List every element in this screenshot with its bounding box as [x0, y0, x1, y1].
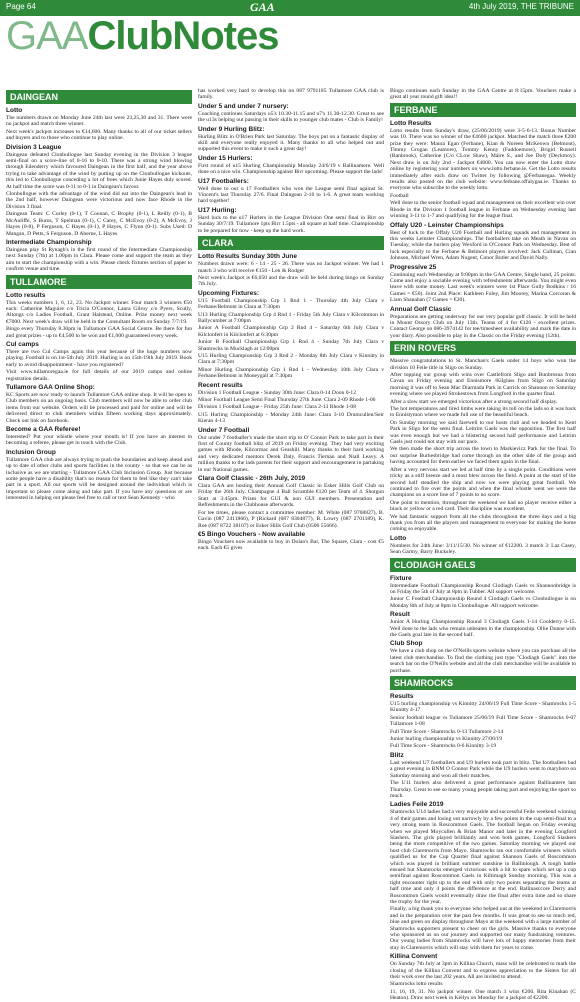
paragraph: The hot temperatures and tired limbs were taking its toll on the lads so it was back to Ennistymon where we made full use of the beautiful beach.: [390, 406, 576, 419]
section-heading: €5 Bingo Vouchers - Now available: [198, 530, 306, 538]
paragraph: Interested? Put your whistle where your mouth is! If you have an interest in becoming a referee, please get in touch with the Club.: [6, 434, 192, 447]
paragraph: U15 hurling championship vs Kinnitty 24/06/19 Full Time Score - Shamrocks 1-5 Kinnitty 4-17: [390, 701, 576, 714]
issue-date: 4th July 2019, THE TRIBUNE: [468, 2, 574, 11]
paragraph: This weeks numbers 1, 6, 12, 23. No Jackpot winner. Four match 3 winners €50 each: Catherine Maguire c/o Tricia O'Connor, Laura Gilroy c/o Pyers, Scully, Altongs c/o Ladies Football, Grant Halstead, Online. Prize money next week €7000. Next week's draw will be held in the Consultant Room on Sunday 7/7/19.: [6, 299, 192, 325]
section-heading: Inclusion Group: [6, 448, 56, 456]
paragraph: Daingean play St Rynagh's in the first round of the Intermediate Championship next Sunday (7th) at 1.00pm in Clara. Please come and support the team as they aim to start the championship with a win. Please check fixtures section of paper to confirm venue and time.: [6, 246, 192, 273]
club-heading: DAINGEAN: [6, 90, 192, 104]
masthead: [6, 14, 278, 59]
paragraph: After a very nervous start we led at half time by a single point. Conditions were tricky as a stiff breeze and a most blew across the field. A point at the start of the second half steadied the ship and now we were playing great football. We continued to fire over the points and when the final whistle went we were the champions on a score line of 7 points to no score.: [390, 466, 576, 499]
paragraph: On Sunday 7th July at 3pm in Killina Church, mass will be celebrated to mark the closing of the Killina Convent and to express appreciation to the Sisters for all their work over the last 202 years. All are invited to attend.: [390, 961, 576, 981]
section-heading: Under 7 Football: [198, 426, 250, 434]
paragraph: Full Time Score - Shamrocks 0-6 Kinnitty 3-19: [390, 743, 497, 750]
paragraph: First round of u15 Hurling Championship Monday 24/6/19 v Ballinamere. Well done on a nice win. Championship against Birr upcoming. Please support the lads!: [198, 162, 384, 176]
paragraph: U15 Hurling Championship Grp 3 Rnd 2 - Monday 8th July Clara v Kinnitty in Clara at 7:30pm: [198, 352, 384, 366]
paragraph: Lotto results from Sunday's draw, (25/06/2019) were 3-5-6-13. Bonus Number was 10. There was no winner of the €4600 jackpot. Matched the match three €200 prize they were: Maura Egan (Ferbane), Kian & Noreen McKeown (Belmont), Timmy Grogan (Leamore), Tommy Kenny (Faddoemore), Brigid Russell (Banbrook), Catherine (C/o CLow Shaw), Máire S., and Joe Doly (Deckmoy). Next draw is on July 2nd - Jackpot €4800. You can now enter the Lotto draw online by registering your numbers on www.lotto.ferbane.ie. Get the Lotto results immediately after each draw on Twitter by following @Ferbanegaa. Weekly results also posted on the club website: www.ferbane.offalygaa.ie. Thanks to everyone who subscribe to the weekly lotto.: [390, 127, 576, 192]
paragraph: Last weekend U7 footballers and U9 hurlers took part in blitz. The footballers had a great evening in BNM O Connor Park while the U9 hurlers went to maryboro on Saturday morning and won all their matches.: [390, 759, 576, 779]
paragraph: Shamrocks U14 ladies had a very enjoyable and successful Feile weekend winning 4 of their games and losing out narrowly by a few points in the cup semi-final to a very strong team in Roscommon Gaels. The football began on Friday evening when we played Moycullen & Brian Manor and later in the evening Longford Slashers. The girls played brilliantly and won both games, Longford Slashers being the more competitive of the two games. Saturday morning we played our host club Claremorris from Mayo. Shamrocks ran out comfortable winners which qualified us for the Cup Quarter final against Shannon Gaels of Roscommon which was played in brilliant summer sunshine in Ballinlough. A tough battle ensued but Shamrocks emerged victorious with a hit to spare which set up a cup semifinal against Roscommon Gaels in Kiltimagh Sunday morning. This was a tight encounter right up to the end with only two points separating the teams at half time and only 4 points the difference at the end. Ballinasccore Derry and Roscommon Gaels would eventually draw the final after extra time and so share the trophy for the year.: [390, 809, 576, 905]
paragraph: Hurling Blitz in O'Brien Park last Saturday. The boys put on a fantastic display of skill and everyone really enjoyed it. Many thanks to all who helped out and supported this event to make it such a great day!: [198, 133, 384, 153]
page-number: Page 64: [6, 2, 36, 11]
paragraph: Coaching continues Saturdays u5's 10.30-11.15 and u7's 11.30-12.30. Great to see the u13s helping out passing in their skills to younger club mates - Club is Family!: [198, 110, 384, 124]
club-heading: ERIN ROVERS: [390, 341, 576, 355]
paragraph: Continuing each Wednesday at 9:00pm in the GAA Centre, Single hand, 25 points. Come and enjoy a sociable evening with refreshments afterwards. You might even leave with some money. Last week's winners were 1st Place Gully Bodkins / 16 Games = €50). Joint 2nd Place: Kathleen Foley, Jim Moorey, Marina Corcoran & Liam Shanahan (7 Games = €20).: [390, 271, 576, 304]
section-heading: Fixture: [390, 574, 412, 582]
masthead-part1: GAA: [6, 14, 88, 58]
paragraph: For tee times, please contact a committee member: M. White (087 9768827), B. Gavin (087 2411866), P (Rickard (087 8304877), B. Lowry (087 2701189), K. Roe (087 8722 38107) or Esker Hills Golf Club (0506 55666).: [198, 509, 384, 529]
paragraph: Bingo every Thursday 8.30pm in Tullamore GAA Social Centre. Be there for fun and great prizes - up to €4,500 to be won and €1,000 guaranteed every week.: [6, 326, 192, 339]
section-heading: Annual Golf Classic: [390, 305, 452, 313]
paragraph: After topping our group with wins over Castlefrom Sligo and Bunbrosna from Cavan on Friday evening and Ennismore /Kilglass from Sligo on Saturday morning it was off to Sean Mac Diarmada Park in Carrick on Shannon on Saturday evening where we played Strokestown from Longford in the quarter final.: [390, 372, 577, 398]
paragraph: Finally, a big thank you to everyone who helped out at the weekend in Claremorris and in the preparation over the past few months. It was great to see so much red, blue and green on display throughout Mayo at the weekend with a large number of Shamrocks supporters present to cheer on the girls. Massive thanks to everyone who sponsored us on our journey and supported our many fundraising ventures. Our young ladies from Shamrocks will have lots of happy memories from their stay in Claremorris which will stay with them for years to come.: [390, 906, 576, 951]
paragraph: One point to mention, throughout the weekend we had no player receive either a black or yellow or a red card. Their discipline was excellent.: [390, 499, 576, 513]
paragraph: Senior football league vs Tullamore 25/06/19 Full Time Score - Shamrocks 0-07 Tullamore 1-08: [390, 714, 576, 728]
paragraph: Junior C Football Championship Round 4 Clodiagh Gaels vs Clonbullogue is on Monday 8th of July at 8pm in Clonbullogue. All support welcome.: [390, 596, 576, 609]
paragraph: Our under 7 footballer's made the short trip to O' Connor Park to take part in their first of County football blitz of 2019 on Friday evening. They had very exciting games with Rhode, Kilcormac and Geashill. Many thanks to their hard working and very dedicated mentors Derek Daly, Francis Tiernan and Niall Leavy. A million thanks to the lads parents for their support and encouragement in partaking in our National games.: [198, 434, 384, 473]
paragraph: Clara GAA are hosting their Annual Golf Classic in Esker Hills Golf Club on Friday the 26th July. Champagne 4 Ball Scramble €120 per Team of 4. Shotgun Start at 3:45pm. Prizes for GUI & non GUI members. Presentation and Refreshments in the Clubhouse afterwards.: [198, 483, 384, 509]
section-heading: Result: [390, 611, 410, 619]
paragraph: The U11 hurlers also delivered a great performance against Ballinamere last Thursday. Great to see so many young people taking part and enjoying the sport so much.: [390, 780, 576, 799]
paragraph: On Sunday morning we said farewell to our hosts club and we headed to Kent Park in Sligo for the semi final. Leitrim Gaels was the opposition. The first half was even enough but we had a blistering second half performance and Leitrim Gaels just could not stay with our pace.: [390, 419, 576, 446]
paragraph: Shamrocks lotto results: [390, 981, 443, 988]
section-heading: U17 Hurling:: [198, 206, 237, 214]
club-heading: FERBANE: [390, 103, 576, 117]
section-heading: Tullamore GAA Online Shop:: [6, 384, 95, 391]
paragraph: After a slow start we emerged victorious after a strong second half display.: [390, 398, 558, 405]
paragraph: Junior B Football Championship Grp 1 Rnd 4 - Sunday 7th July Clara v Shamrocks in Mucklagh at 12:00pm: [198, 339, 384, 352]
paragraph: We had fantastic support from all the clubs throughout the three days and a big thank you from all the players and management to everyone for making the home coming so enjoyable.: [390, 513, 576, 533]
club-heading: CLARA: [198, 236, 384, 250]
paragraph: Full Time Score - Shamrocks 0-13 Tullamore 2-14: [390, 728, 504, 735]
section-heading: Under 15 Hurlers:: [198, 154, 253, 162]
section-heading: Results: [390, 693, 414, 701]
paragraph: Daingean defeated Clonbullogue last Sunday evening in the Division 3 league semi-final on a score-line of 0-16 to 0-10. There was a strong wind blowing through Edenderry which favoured Daingean in the first half, and the year above trying to take advantage of the wind by putting up on the Clonbullogue kickouts, this led to Clonbullogue conceding a lot of frees which Junie Hayes duly scored. At half time the score was 0-11 to 0-1 in Daingean's favour.: [6, 151, 192, 190]
paragraph: Numbers for 24th June: 3/11/15/30. No winner of €12200. 3 match 3: Laz Casey, Sean Garmy, Barry Bucksley.: [390, 542, 576, 556]
section-heading: Under 5 and under 7 nursery:: [198, 102, 289, 110]
paragraph: Minor Football League Semi Final Thursday 27th June: Clara 2-09 Rhode 1-06: [198, 397, 376, 403]
club-heading: SHAMROCKS: [390, 676, 576, 690]
section-heading: Club Shop: [390, 640, 423, 648]
section-heading: Lotto: [390, 534, 407, 542]
paragraph: Hard luck to the u17 Hurlers in the League Division One semi final in Birr on Sunday 30/7/19. Tullamore 1pts Birr 1.5pts - all square at half time. Championship to be prepared for now - keep up the hard work.: [198, 214, 384, 234]
paragraph: Division 1 Football League - Sunday 30th June: Clara 0-14 Doon 0-12: [198, 389, 357, 396]
section-heading: Lotto Results Sunday 30th June: [198, 253, 297, 261]
paragraph: Preparations are getting underway for our very popular golf classic. It will be held in Mount Ossory Club on July 13th. Teams of 4 for €120 - excellent prizes. Contact George on 086-3974142 for tee/timesheet availability and mark the date in your diary. Also possible to play in the Classic on the Friday evening (12th).: [390, 313, 576, 339]
paragraph: Junior A Hurling Championship Round 3 Clodiagh Gaels 1-14 Coolderry 0-15. Well done to the lads who remain unbeaten in the championship. Ollie Dunne with the Gaels goal late in the second half.: [390, 619, 576, 638]
paragraph: U15 Football Championship Grp 1 Rnd 1 - Thursday 4th July Clara v Ferbane/Belmont in Clara at 7:30pm: [198, 297, 384, 311]
paragraph: The numbers drawn on Monday June 24th last were 23,25,30 and 31. There were no jackpot and match three winner.: [6, 115, 192, 128]
paragraph: Football: [390, 192, 409, 199]
paragraph: Well done to the senior football squad and management on their excellent win over Rhode in the Division 1 football league in Ferbane on Wednesday evening last winning 3-11 to 1-7 and qualifying for the league final.: [390, 200, 576, 220]
column-2: [198, 88, 384, 730]
paragraph: There are two Cul Camps again this year because of the huge numbers now playing. Football is on 1st-5th July 2019. Hurling is on 15th-19th July 2019. Book early to avoid disappointment - have you registered?: [6, 348, 192, 368]
gaa-logo: GAA: [250, 0, 275, 14]
section-heading: Killina Convent: [390, 953, 438, 961]
paragraph: Best of luck to the Offaly U20 Football and Hurling squads and management in this weeks Leinster Championships. The footballers take on Meath in Navan on Tuesday, while the hurlers play Wexford in O'Connor Park on Wednesday. Best of luck especially to the Ferbane & Belmont players involved: Jack Cullinan, Cian Johnson, Michael Wren, Adam Nugent, Conor Butler and David Nally.: [390, 229, 576, 262]
paragraph: Bingo Vouchers now available to buy in Dolan's Bar, The Square, Clara - cost €5 each. Each €5 gives: [198, 538, 384, 552]
paragraph: Junior hurling championship vs Kinnitty 27/06/19: [390, 736, 503, 743]
section-heading: Lotto: [6, 107, 23, 114]
paragraph: Massive congratulations to St. Manchan's Gaels under 14 boys who won the division 10 Feile title in Sligo on Sunday.: [390, 358, 576, 371]
paragraph: We then made the short trip across the town to Markievicz Park for the final. To our surprise Burhesbridge had come through on the other side of the group and having accounted for them earlier we faced them again in the final.: [390, 446, 576, 466]
paragraph: has worked very hard to develop this on 087 9791185 Tullamore GAA club is family.: [198, 88, 384, 101]
paragraph: Bingo continues each Sunday in the GAA Centre at 8:15pm. Vouchers make a great all year round gift idea!!: [390, 88, 576, 101]
section-heading: Clara Golf Classic - 26th July, 2019: [198, 475, 306, 483]
section-heading: Cul camps: [6, 340, 39, 348]
paragraph: U13 Hurling Championship Grp 4 Rnd 1 - Friday 5th July Clara v Kilcommon in Ballycumber at 7:00pm: [198, 311, 384, 324]
column-3: [390, 88, 577, 1002]
paragraph: 11, 16, 19, 31. No jackpot winner. One match 3 wins €200. Rita Kinahan (C Heaton). Draw next week in Kellys on Monday for a jackpot of €2200.: [390, 988, 576, 1002]
paragraph: Daingean Team: C Curley (0-1), T Coonan, C Brophy (0-1), L Reilly (0-1), B McAuliffe, S Burns, T Spelman (0-1), C Carey, C McEvoy (0-2), A McEvoy, J Hayes (0-8), P Ferguson, C Hayes (0-1), P Hayes, C Flynn (0-1). Subs Used: D Mangan, D Petts, S Ferguson, D Aherne, L Hayes: [6, 211, 192, 237]
section-heading: Under 9 Hurling Blitz:: [198, 125, 265, 133]
section-heading: Lotto results: [6, 291, 46, 299]
article-columns: [6, 88, 577, 1002]
column-1: [6, 88, 192, 730]
section-heading: U17 Footballers:: [198, 177, 249, 185]
paragraph: Junior A Football Championship Grp 2 Rnd 4 - Saturday 6th July Clara v Kilclonfert in Kilclonfert at 6:30pm: [198, 325, 384, 338]
section-heading: Blitz: [390, 751, 404, 759]
paragraph: Division 1 Football League - Friday 25th June: Clara 2-13 Rhode 1-08: [198, 404, 356, 411]
paragraph: Tullamore GAA club are always trying to push the boundaries and keep ahead and up to date of other clubs and sports facilities in the county - so that we can be as inclusive as we are starting - Tullamore GAA Club Inclusion Group. Just because some people have a disability that's no reason for them to feel like they can't take part in a sport. All our sports will be designed around the individual which is important so please come along and take part. If you have any questions or are interested in helping out please feel free to call or text Sean Kennedy - who: [6, 456, 192, 502]
section-heading: Lotto Results: [390, 119, 432, 127]
paragraph: Numbers drawn were: 6 - 14 - 25 - 26. There was no Jackpot winner. We had 1 match 3 who will receive €150 - Len & Rodger: [198, 261, 384, 274]
section-heading: Division 3 League: [6, 143, 62, 151]
paragraph: Well done to our u 17 Footballers who won the League semi final against St. Vincent's last Thursday 27/6. Final Daingean 2-16 to 1-6. A great team working hard together!: [198, 185, 384, 205]
section-heading: Ladies Feile 2019: [390, 801, 444, 809]
section-heading: Upcoming Fixtures:: [198, 289, 260, 297]
paragraph: U15 Hurling Championship - Monday 24th June: Clara 3-10 Drumcullen/Seir Kieran 4-13: [198, 411, 384, 425]
paragraph: KC Sports are now ready to launch Tullamore GAA online shop. It will be open to Club members on an ongoing basis. Club members will now be able to order club items from our website. Orders will be processed and paid for online and will be delivered direct to club members within fifteen working days approximately. Check out link on facebook.: [6, 392, 192, 424]
section-heading: Offaly U20 - Leinster Championships: [390, 221, 504, 229]
paragraph: Next week's Jackpot is €6,050 and the draw will be held during bingo on Sunday 7th July.: [198, 274, 384, 288]
section-heading: Intermediate Championship: [6, 238, 92, 246]
masthead-part2: ClubNotes: [87, 14, 279, 58]
section-heading: Recent results: [198, 381, 243, 389]
club-heading: TULLAMORE: [6, 275, 192, 289]
club-heading: CLODIAGH GAELS: [390, 558, 576, 572]
paragraph: Clonbullogue with the advantage of the wind did eat into the Daingean's lead in the 2nd half, however Daingean were victorious and now face Rhode in the Division 3 final.: [6, 191, 192, 210]
paragraph: Intermediate Football Championship Round Clodiagh Gaels vs Shannonbridge is on Friday the 5th of July at 8pm in Tubber. All support welcome.: [390, 582, 576, 595]
paragraph: Next week's jackpot increases to €14,600. Many thanks to all of our ticket sellers and buyers and to those who continue to play online.: [6, 128, 192, 142]
paragraph: Minor Hurling Championship Grp 1 Rnd 1 - Wednesday 10th July Clara v Ferbane/Belmont in Moneygall at 7:30pm: [198, 366, 384, 380]
section-heading: Become a GAA Referee!: [6, 426, 81, 434]
paragraph: Visit www.tullamoregaa.ie for full details of our 2019 camps and online registration details.: [6, 369, 192, 382]
paragraph: We have a club shop on the O'Neills sports website where you can purchase all the latest club merchandise. To find the clothing just type "Clodiagh Gaels" into the search bar on the O'Neills website and all the club merchandise will be available to purchase.: [390, 648, 576, 674]
section-heading: Progressive 25: [390, 263, 437, 271]
